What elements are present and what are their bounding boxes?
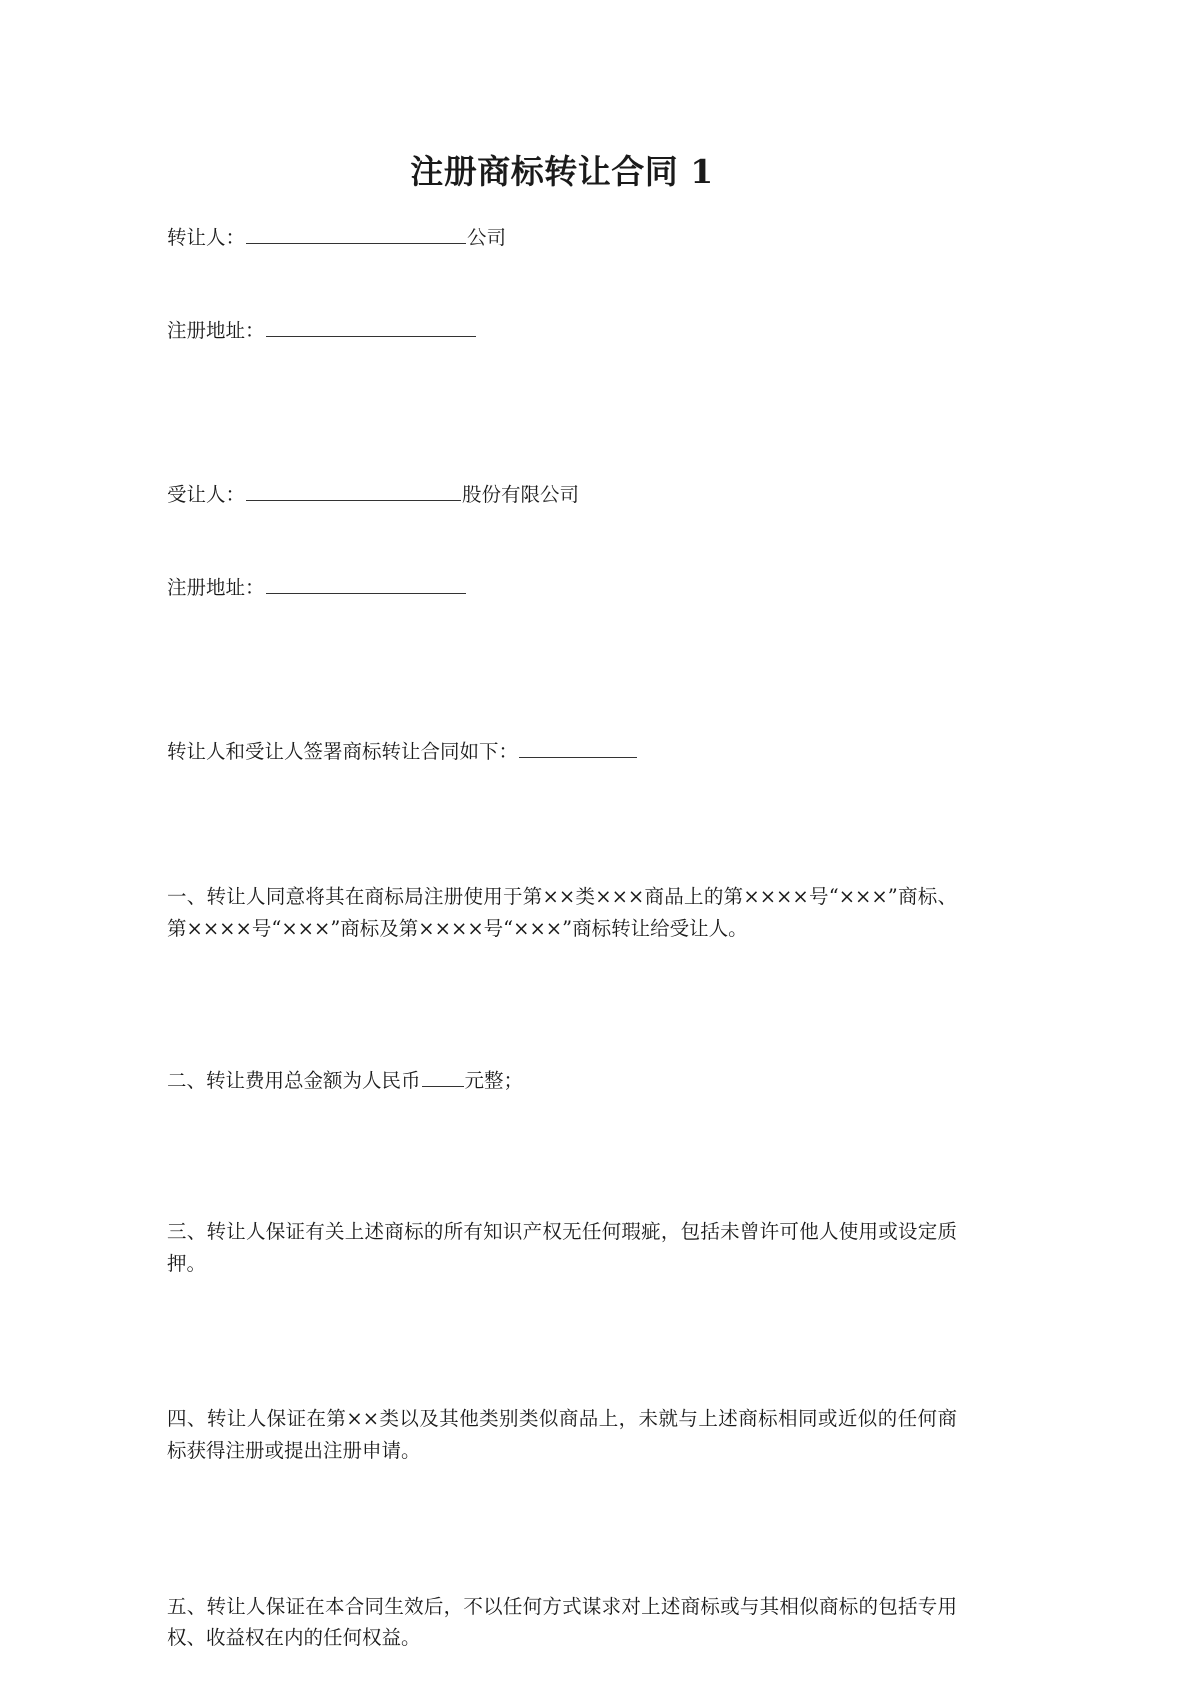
- page-title: 注册商标转让合同 1: [410, 152, 714, 191]
- spacer: [167, 1188, 957, 1216]
- transferor-name-blank[interactable]: [246, 223, 466, 244]
- clause-item-2: [167, 1065, 957, 1097]
- preamble-text: 转让人和受让人签署商标转让合同如下：: [167, 739, 519, 763]
- party-label-transferee: 受让人：: [167, 482, 246, 506]
- preamble-blank[interactable]: [519, 737, 637, 758]
- transfer-fee-blank[interactable]: [422, 1066, 464, 1087]
- clause-item-5: 五、转让人保证在本合同生效后，不以任何方式谋求对上述商标或与其相似商标的包括专用权、收益权在内的任何权益。: [167, 1594, 957, 1650]
- party-label-transferor-address: 注册地址：: [167, 319, 265, 343]
- spacer: [167, 253, 957, 315]
- party-line-transferor-address: [167, 315, 957, 347]
- party-suffix-transferee: 股份有限公司: [462, 482, 580, 506]
- spacer: [167, 1375, 957, 1403]
- spacer: [167, 604, 957, 674]
- spacer: [167, 347, 957, 417]
- spacer: [167, 1037, 957, 1065]
- party-label-transferor: 转让人：: [167, 225, 246, 249]
- transferee-address-blank[interactable]: [266, 573, 466, 594]
- spacer: [167, 674, 957, 736]
- spacer: [167, 510, 957, 572]
- spacer: [167, 859, 957, 881]
- preamble-line: [167, 736, 957, 768]
- party-line-transferor: [167, 222, 957, 254]
- document-body: [167, 0, 957, 1654]
- spacer: [167, 417, 957, 479]
- clause-2-text-before: 二、转让费用总金额为人民币: [167, 1068, 421, 1092]
- party-suffix-transferor: 公司: [467, 225, 507, 249]
- party-line-transferee-address: [167, 572, 957, 604]
- transferor-address-blank[interactable]: [266, 316, 476, 337]
- party-label-transferee-address: 注册地址：: [167, 576, 265, 600]
- party-line-transferee: [167, 479, 957, 511]
- clause-item-3: 三、转让人保证有关上述商标的所有知识产权无任何瑕疵，包括未曾许可他人使用或设定质押。: [167, 1220, 957, 1275]
- spacer: [167, 1563, 957, 1591]
- spacer: [167, 1467, 957, 1563]
- spacer: [167, 767, 957, 859]
- spacer: [167, 1096, 957, 1188]
- clause-2-text-after: 元整；: [464, 1068, 524, 1092]
- spacer: [167, 945, 957, 1037]
- spacer: [167, 1279, 957, 1375]
- transferee-name-blank[interactable]: [246, 480, 461, 501]
- spacer: [167, 192, 957, 222]
- clause-item-1: 一、转让人同意将其在商标局注册使用于第××类×××商品上的第××××号“×××”商标、第××××号“×××”商标及第××××号“×××”商标转让给受让人。: [167, 885, 957, 941]
- clause-item-4: 四、转让人保证在第××类以及其他类别类似商品上，未就与上述商标相同或近似的任何商标获得注册或提出注册申请。: [167, 1407, 957, 1462]
